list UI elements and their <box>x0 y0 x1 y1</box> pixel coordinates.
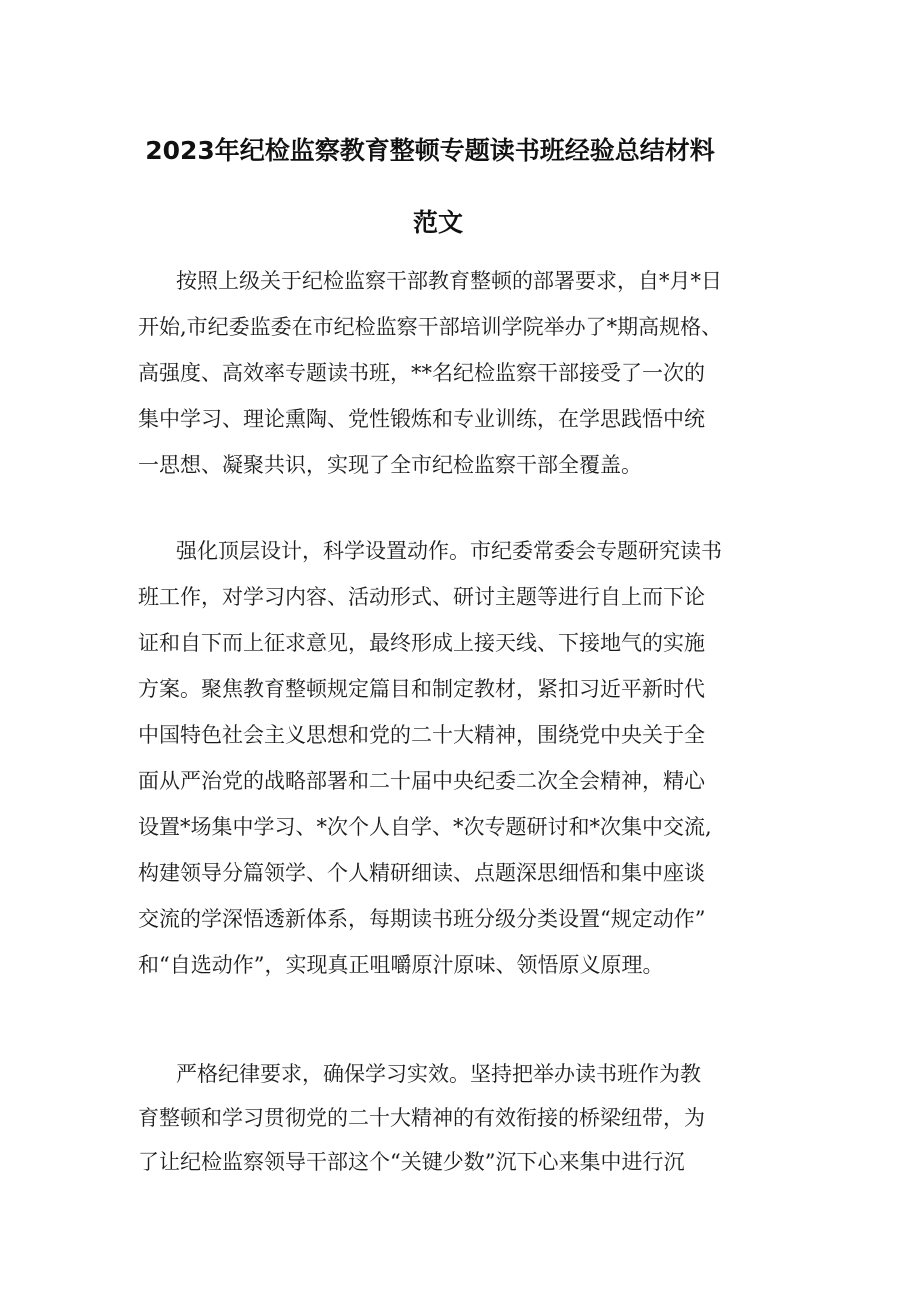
paragraph-line: 方案。聚焦教育整顿规定篇目和制定教材，紧扣习近平新时代 <box>138 677 705 701</box>
paragraph-line: 按照上级关于纪检监察干部教育整顿的部署要求，自*月*日 <box>176 269 722 293</box>
paragraph-intro <box>138 258 798 488</box>
document-title-continued: 范文 <box>412 208 463 237</box>
paragraph-line: 中国特色社会主义思想和党的二十大精神，围绕党中央关于全 <box>138 723 705 747</box>
paragraph-line: 面从严治党的战略部署和二十届中央纪委二次全会精神，精心 <box>138 769 705 793</box>
paragraph-line: 强化顶层设计，科学设置动作。市纪委常委会专题研究读书 <box>176 539 722 563</box>
paragraph-discipline <box>138 1052 798 1184</box>
paragraph-line: 严格纪律要求，确保学习实效。坚持把举办读书班作为教 <box>176 1062 701 1086</box>
paragraph-line: 交流的学深悟透新体系，每期读书班分级分类设置“规定动作” <box>138 907 706 931</box>
paragraph-line: 高强度、高效率专题读书班，**名纪检监察干部接受了一次的 <box>138 361 705 385</box>
paragraph-line: 开始,市纪委监委在市纪检监察干部培训学院举办了*期高规格、 <box>138 315 723 339</box>
paragraph-line: 和“自选动作”，实现真正咀嚼原汁原味、领悟原义原理。 <box>138 953 664 977</box>
paragraph-line: 育整顿和学习贯彻党的二十大精神的有效衔接的桥梁纽带，为 <box>138 1106 705 1130</box>
document-title: 2023年纪检监察教育整顿专题读书班经验总结材料 <box>145 136 715 165</box>
paragraph-line: 了让纪检监察领导干部这个“关键少数”沉下心来集中进行沉 <box>138 1150 685 1174</box>
paragraph-top-level-design <box>138 528 798 988</box>
paragraph-line: 班工作，对学习内容、活动形式、研讨主题等进行自上而下论 <box>138 585 705 609</box>
paragraph-line: 证和自下而上征求意见，最终形成上接天线、下接地气的实施 <box>138 631 705 655</box>
paragraph-line: 集中学习、理论熏陶、党性锻炼和专业训练，在学思践悟中统 <box>138 407 705 431</box>
paragraph-line: 一思想、凝聚共识，实现了全市纪检监察干部全覆盖。 <box>138 453 642 477</box>
paragraph-line: 设置*场集中学习、*次个人自学、*次专题研讨和*次集中交流, <box>138 815 712 839</box>
paragraph-line: 构建领导分篇领学、个人精研细读、点题深思细悟和集中座谈 <box>138 861 705 885</box>
